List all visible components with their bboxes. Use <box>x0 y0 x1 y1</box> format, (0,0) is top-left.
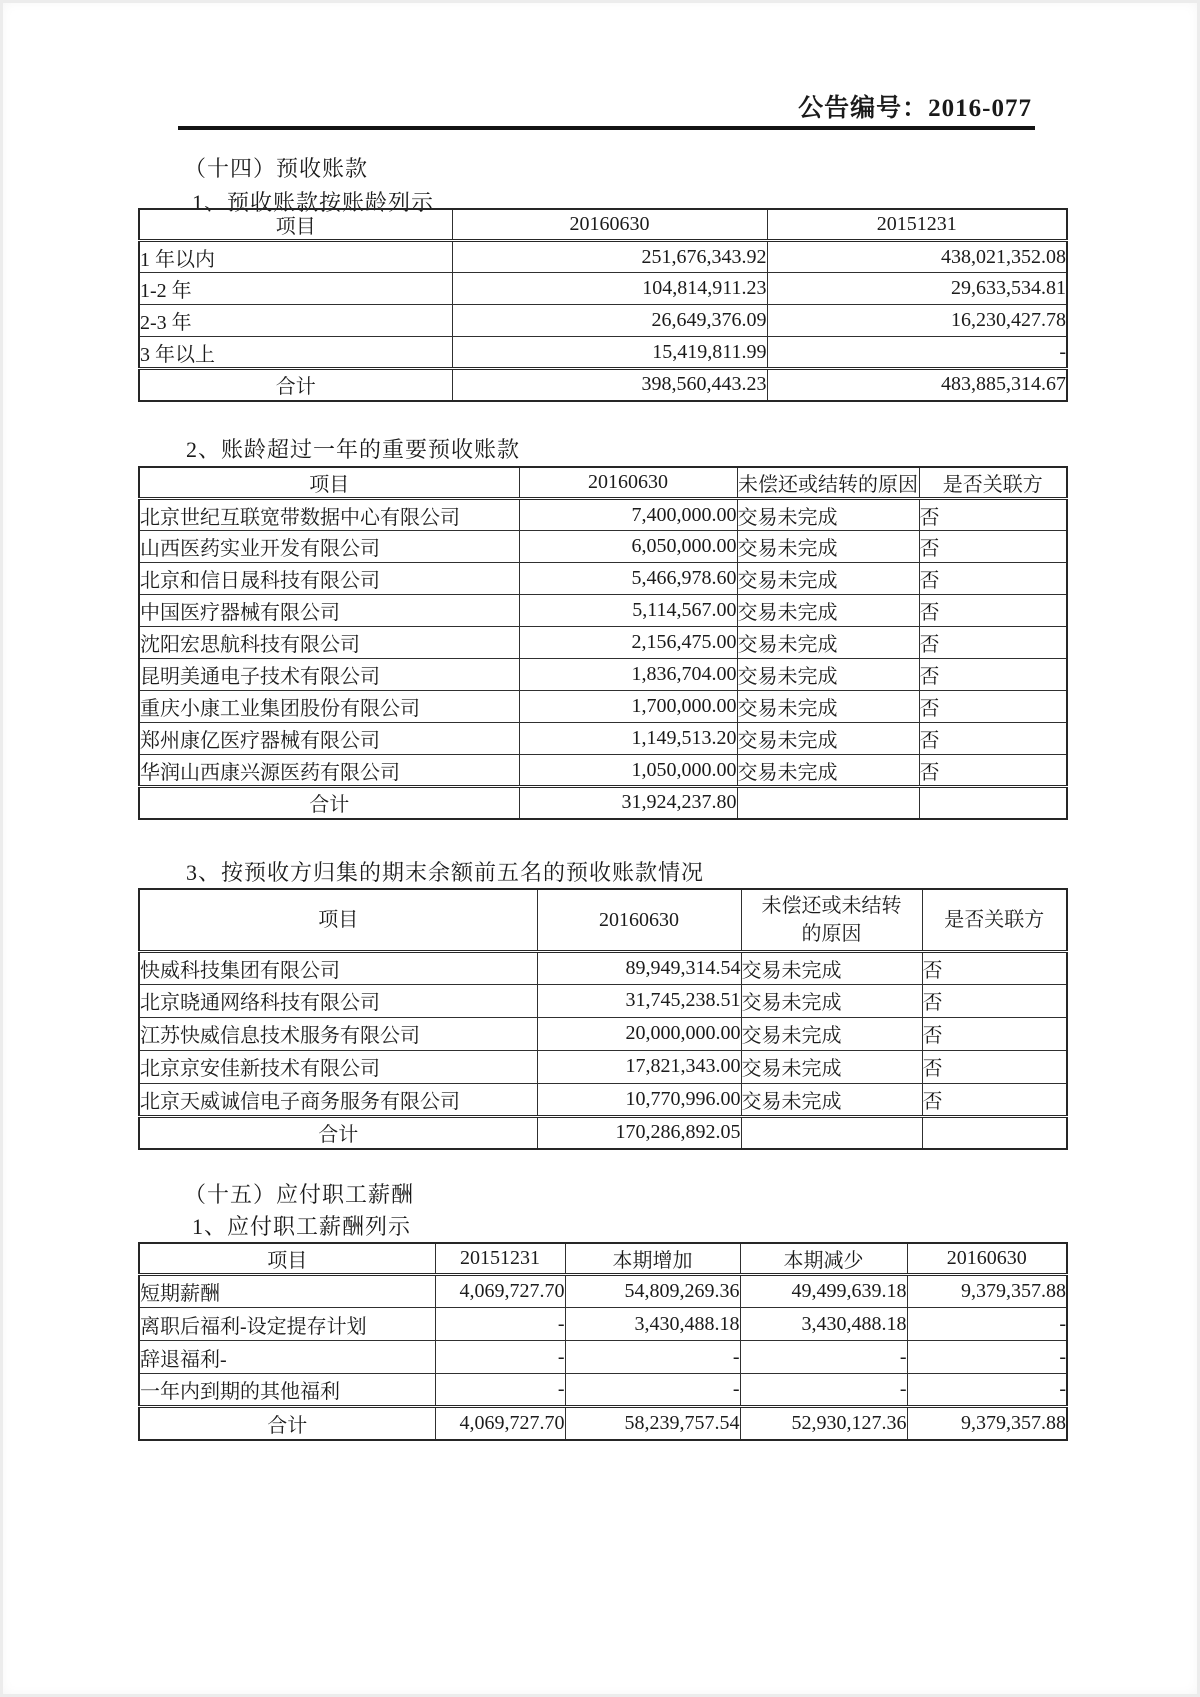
total-label-cell: 合计 <box>139 787 519 819</box>
value-cell: 251,676,343.92 <box>452 241 767 273</box>
table-row <box>139 241 1067 273</box>
table-row <box>139 1275 1067 1308</box>
related-party-cell: 否 <box>919 595 1067 627</box>
value-cell: 1,050,000.00 <box>519 755 737 787</box>
value-cell: 170,286,892.05 <box>537 1116 741 1149</box>
total-label-cell: 合计 <box>139 1116 537 1149</box>
table-row <box>139 1308 1067 1341</box>
table-row <box>139 984 1067 1017</box>
important-prepayments-table <box>138 466 1068 820</box>
reason-cell: 交易未完成 <box>737 563 919 595</box>
column-header: 20160630 <box>519 467 737 499</box>
value-cell: 52,930,127.36 <box>740 1407 907 1440</box>
related-party-cell: 否 <box>922 951 1067 984</box>
item-cell: 1 年以内 <box>139 241 452 273</box>
header-row <box>139 1243 1067 1275</box>
value-cell: - <box>907 1341 1067 1374</box>
column-header: 是否关联方 <box>922 889 1067 951</box>
value-cell: - <box>435 1341 565 1374</box>
column-header: 20151231 <box>767 209 1067 241</box>
reason-cell: 交易未完成 <box>737 691 919 723</box>
related-party-cell <box>919 787 1067 819</box>
value-cell: - <box>435 1374 565 1407</box>
company-cell: 江苏快威信息技术服务有限公司 <box>139 1017 537 1050</box>
value-cell: 6,050,000.00 <box>519 531 737 563</box>
value-cell: 10,770,996.00 <box>537 1083 741 1116</box>
header-row <box>139 467 1067 499</box>
related-party-cell: 否 <box>919 755 1067 787</box>
related-party-cell: 否 <box>922 1083 1067 1116</box>
value-cell: 58,239,757.54 <box>565 1407 740 1440</box>
related-party-cell: 否 <box>919 499 1067 531</box>
reason-cell: 交易未完成 <box>737 659 919 691</box>
value-cell: 31,745,238.51 <box>537 984 741 1017</box>
value-cell: 31,924,237.80 <box>519 787 737 819</box>
column-header <box>741 889 922 951</box>
reason-cell <box>737 787 919 819</box>
company-cell: 北京天威诚信电子商务服务有限公司 <box>139 1083 537 1116</box>
total-row <box>139 1407 1067 1440</box>
column-header: 20151231 <box>435 1243 565 1275</box>
value-cell: 104,814,911.23 <box>452 273 767 305</box>
value-cell: 54,809,269.36 <box>565 1275 740 1308</box>
value-cell: 4,069,727.70 <box>435 1407 565 1440</box>
company-cell: 重庆小康工业集团股份有限公司 <box>139 691 519 723</box>
value-cell: 1,149,513.20 <box>519 723 737 755</box>
header-row <box>139 209 1067 241</box>
company-cell: 华润山西康兴源医药有限公司 <box>139 755 519 787</box>
column-header: 未偿还或结转的原因 <box>737 467 919 499</box>
total-row <box>139 369 1067 401</box>
value-cell: - <box>740 1374 907 1407</box>
table-row <box>139 499 1067 531</box>
item-cell: 辞退福利- <box>139 1341 435 1374</box>
column-header: 本期减少 <box>740 1243 907 1275</box>
table-row <box>139 691 1067 723</box>
prepayments-aging-table <box>138 208 1068 402</box>
table-row <box>139 273 1067 305</box>
value-cell: 29,633,534.81 <box>767 273 1067 305</box>
column-header: 是否关联方 <box>919 467 1067 499</box>
company-cell: 北京世纪互联宽带数据中心有限公司 <box>139 499 519 531</box>
value-cell: 26,649,376.09 <box>452 305 767 337</box>
reason-cell: 交易未完成 <box>737 531 919 563</box>
employee-compensation-table <box>138 1242 1068 1441</box>
value-cell: 9,379,357.88 <box>907 1275 1067 1308</box>
related-party-cell: 否 <box>922 1017 1067 1050</box>
value-cell: 2,156,475.00 <box>519 627 737 659</box>
value-cell: 49,499,639.18 <box>740 1275 907 1308</box>
related-party-cell: 否 <box>919 531 1067 563</box>
reason-cell: 交易未完成 <box>737 755 919 787</box>
total-label-cell: 合计 <box>139 369 452 401</box>
table-row <box>139 1374 1067 1407</box>
related-party-cell: 否 <box>922 984 1067 1017</box>
table-row <box>139 1050 1067 1083</box>
value-cell: 3,430,488.18 <box>740 1308 907 1341</box>
value-cell: 15,419,811.99 <box>452 337 767 369</box>
header-divider-rule <box>178 126 1035 130</box>
value-cell: 1,700,000.00 <box>519 691 737 723</box>
related-party-cell: 否 <box>919 659 1067 691</box>
column-header: 项目 <box>139 889 537 951</box>
reason-cell <box>741 1116 922 1149</box>
related-party-cell: 否 <box>919 563 1067 595</box>
value-cell: 483,885,314.67 <box>767 369 1067 401</box>
value-cell: 5,114,567.00 <box>519 595 737 627</box>
reason-cell: 交易未完成 <box>741 1017 922 1050</box>
section-14-sub1-title: 1、预收账款按账龄列示 <box>192 190 435 215</box>
announcement-number: 公告编号：2016-077 <box>798 95 1032 122</box>
item-cell: 1-2 年 <box>139 273 452 305</box>
company-cell: 北京京安佳新技术有限公司 <box>139 1050 537 1083</box>
table-row <box>139 595 1067 627</box>
item-cell: 短期薪酬 <box>139 1275 435 1308</box>
item-cell: 3 年以上 <box>139 337 452 369</box>
table-row <box>139 1341 1067 1374</box>
table-row <box>139 337 1067 369</box>
value-cell: - <box>565 1374 740 1407</box>
column-header: 20160630 <box>537 889 741 951</box>
reason-cell: 交易未完成 <box>737 499 919 531</box>
value-cell: - <box>565 1341 740 1374</box>
reason-cell: 交易未完成 <box>741 1050 922 1083</box>
value-cell: 7,400,000.00 <box>519 499 737 531</box>
table-row <box>139 305 1067 337</box>
section-15-title: （十五）应付职工薪酬 <box>184 1182 415 1207</box>
value-cell: 1,836,704.00 <box>519 659 737 691</box>
item-cell: 2-3 年 <box>139 305 452 337</box>
table-row <box>139 1017 1067 1050</box>
value-cell: - <box>767 337 1067 369</box>
column-header: 20160630 <box>452 209 767 241</box>
section-14-title: （十四）预收账款 <box>184 156 369 181</box>
table-row <box>139 659 1067 691</box>
reason-cell: 交易未完成 <box>737 595 919 627</box>
total-row <box>139 1116 1067 1149</box>
column-header: 项目 <box>139 1243 435 1275</box>
value-cell: 398,560,443.23 <box>452 369 767 401</box>
total-label-cell: 合计 <box>139 1407 435 1440</box>
value-cell: - <box>740 1341 907 1374</box>
item-cell: 离职后福利-设定提存计划 <box>139 1308 435 1341</box>
company-cell: 北京晓通网络科技有限公司 <box>139 984 537 1017</box>
reason-cell: 交易未完成 <box>741 1083 922 1116</box>
reason-cell: 交易未完成 <box>741 984 922 1017</box>
related-party-cell: 否 <box>922 1050 1067 1083</box>
value-cell: 4,069,727.70 <box>435 1275 565 1308</box>
column-header: 本期增加 <box>565 1243 740 1275</box>
related-party-cell: 否 <box>919 691 1067 723</box>
company-cell: 中国医疗器械有限公司 <box>139 595 519 627</box>
value-cell: 438,021,352.08 <box>767 241 1067 273</box>
column-header: 项目 <box>139 209 452 241</box>
value-cell: 20,000,000.00 <box>537 1017 741 1050</box>
item-cell: 一年内到期的其他福利 <box>139 1374 435 1407</box>
value-cell: - <box>435 1308 565 1341</box>
reason-cell: 交易未完成 <box>741 951 922 984</box>
table-row <box>139 563 1067 595</box>
table-row <box>139 755 1067 787</box>
value-cell: 9,379,357.88 <box>907 1407 1067 1440</box>
table-row <box>139 951 1067 984</box>
reason-cell: 交易未完成 <box>737 723 919 755</box>
section-14-sub3-title: 3、按预收方归集的期末余额前五名的预收账款情况 <box>186 860 705 885</box>
value-cell: 5,466,978.60 <box>519 563 737 595</box>
section-15-sub1-title: 1、应付职工薪酬列示 <box>192 1214 412 1239</box>
table-row <box>139 627 1067 659</box>
top-five-prepayments-table <box>138 888 1068 1150</box>
total-row <box>139 787 1067 819</box>
value-cell: 17,821,343.00 <box>537 1050 741 1083</box>
company-cell: 快威科技集团有限公司 <box>139 951 537 984</box>
header-row <box>139 889 1067 951</box>
related-party-cell: 否 <box>919 627 1067 659</box>
value-cell: 16,230,427.78 <box>767 305 1067 337</box>
company-cell: 昆明美通电子技术有限公司 <box>139 659 519 691</box>
column-header: 20160630 <box>907 1243 1067 1275</box>
company-cell: 沈阳宏思航科技有限公司 <box>139 627 519 659</box>
table-row <box>139 531 1067 563</box>
column-header: 项目 <box>139 467 519 499</box>
value-cell: 89,949,314.54 <box>537 951 741 984</box>
related-party-cell <box>922 1116 1067 1149</box>
section-14-sub2-title: 2、账龄超过一年的重要预收账款 <box>186 437 521 462</box>
company-cell: 郑州康亿医疗器械有限公司 <box>139 723 519 755</box>
company-cell: 北京和信日晟科技有限公司 <box>139 563 519 595</box>
related-party-cell: 否 <box>919 723 1067 755</box>
company-cell: 山西医药实业开发有限公司 <box>139 531 519 563</box>
column-header-line: 未偿还或未结转 <box>761 894 902 917</box>
table-row <box>139 723 1067 755</box>
reason-cell: 交易未完成 <box>737 627 919 659</box>
value-cell: 3,430,488.18 <box>565 1308 740 1341</box>
value-cell: - <box>907 1308 1067 1341</box>
column-header-line: 的原因 <box>801 922 862 945</box>
table-row <box>139 1083 1067 1116</box>
value-cell: - <box>907 1374 1067 1407</box>
